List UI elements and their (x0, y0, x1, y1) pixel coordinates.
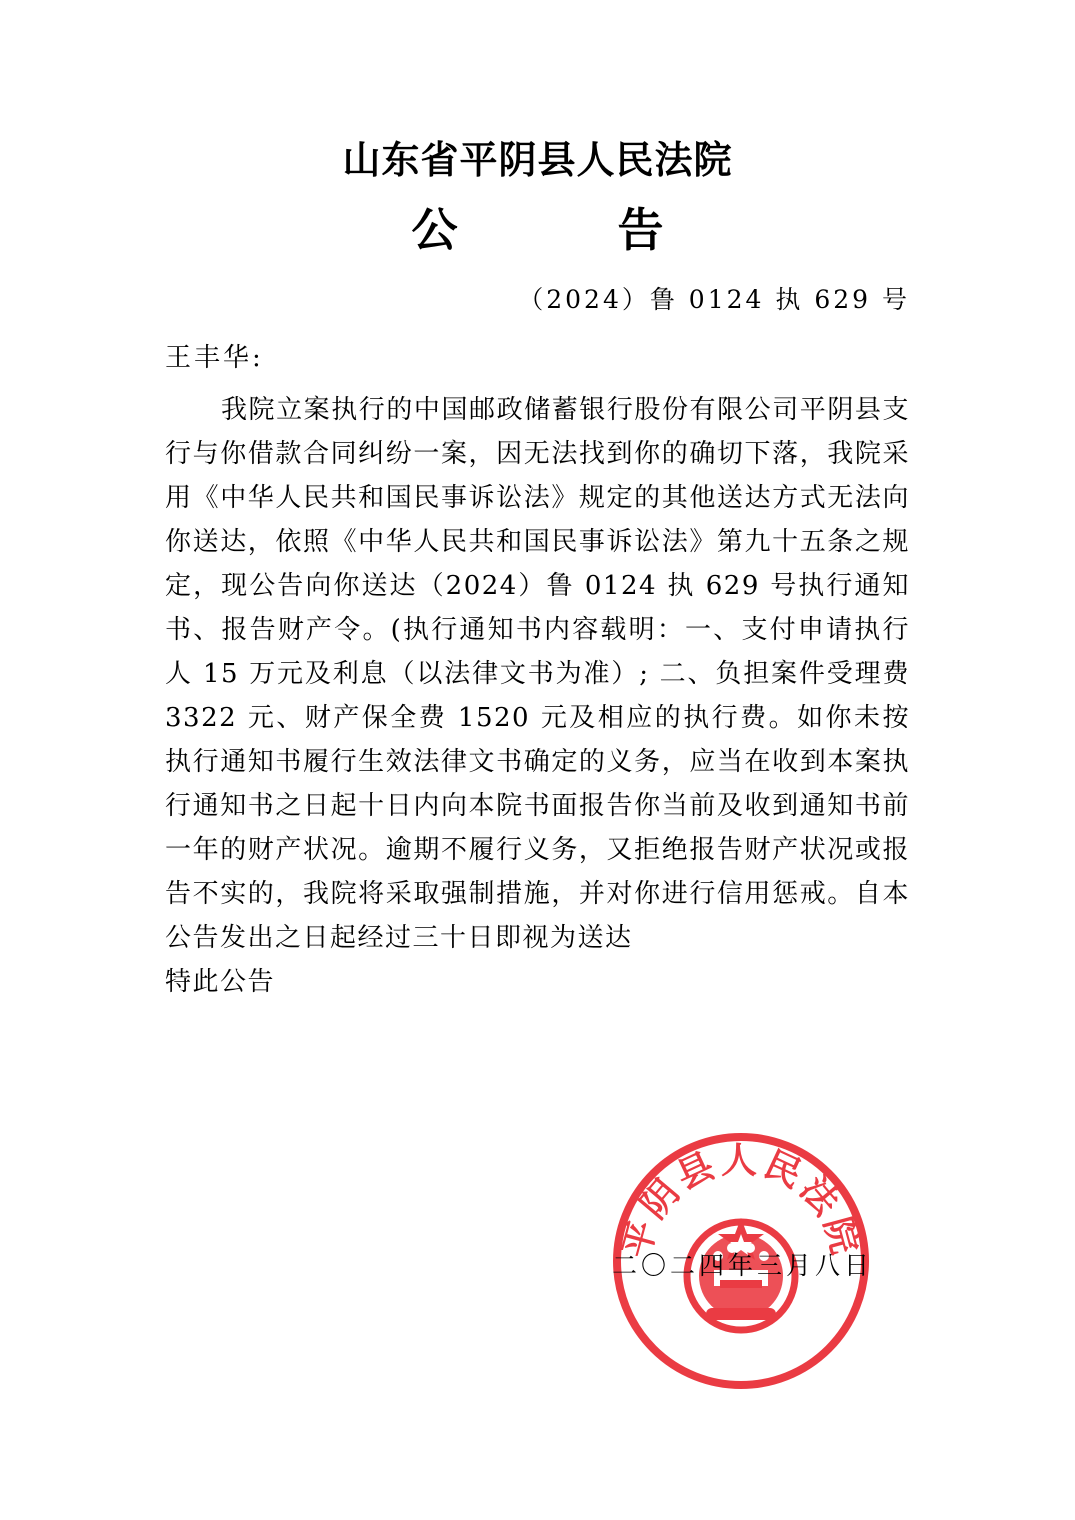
notice-body (165, 388, 910, 1004)
addressee: 王丰华: (165, 343, 264, 373)
closing-line: 特此公告 (165, 967, 276, 997)
seal-text: 平阴县人民法院 (615, 1139, 867, 1263)
court-name: 山东省平阴县人民法院 (342, 137, 733, 182)
document-title: 公 告 (411, 203, 736, 257)
notice-paragraph: 我院立案执行的中国邮政储蓄银行股份有限公司平阴县支行与你借款合同纠纷一案，因无法找到你的确切下落，我院采用《中华人民共和国民事诉讼法》规定的其他送达方式无法向你送达，依照《中华人民共和国民事诉讼法》第九十五条之规定，现公告向你送达（2024）鲁 0124 执 629 号执行通知书、报告财产令。(执行通知书内容载明：一、支付申请执行人 15 万元及利息（以法律文书为准）; 二、负担案件受理费 3322 元、财产保全费 1520 元及相应的执行费。如你未按执行通知书履行生效法律文书确定的义务，应当在收到本案执行通知书之日起十日内向本院书面报告你当前及收到通知书前一年的财产状况。逾期不履行义务，又拒绝报告财产状况或报告不实的，我院将采取强制措施，并对你进行信用惩戒。自本公告发出之日起经过三十日即视为送达 (165, 395, 910, 953)
signature-date: 二〇二四年三月八日 (612, 1251, 874, 1280)
case-number: （2024）鲁 0124 执 629 号 (518, 285, 910, 314)
